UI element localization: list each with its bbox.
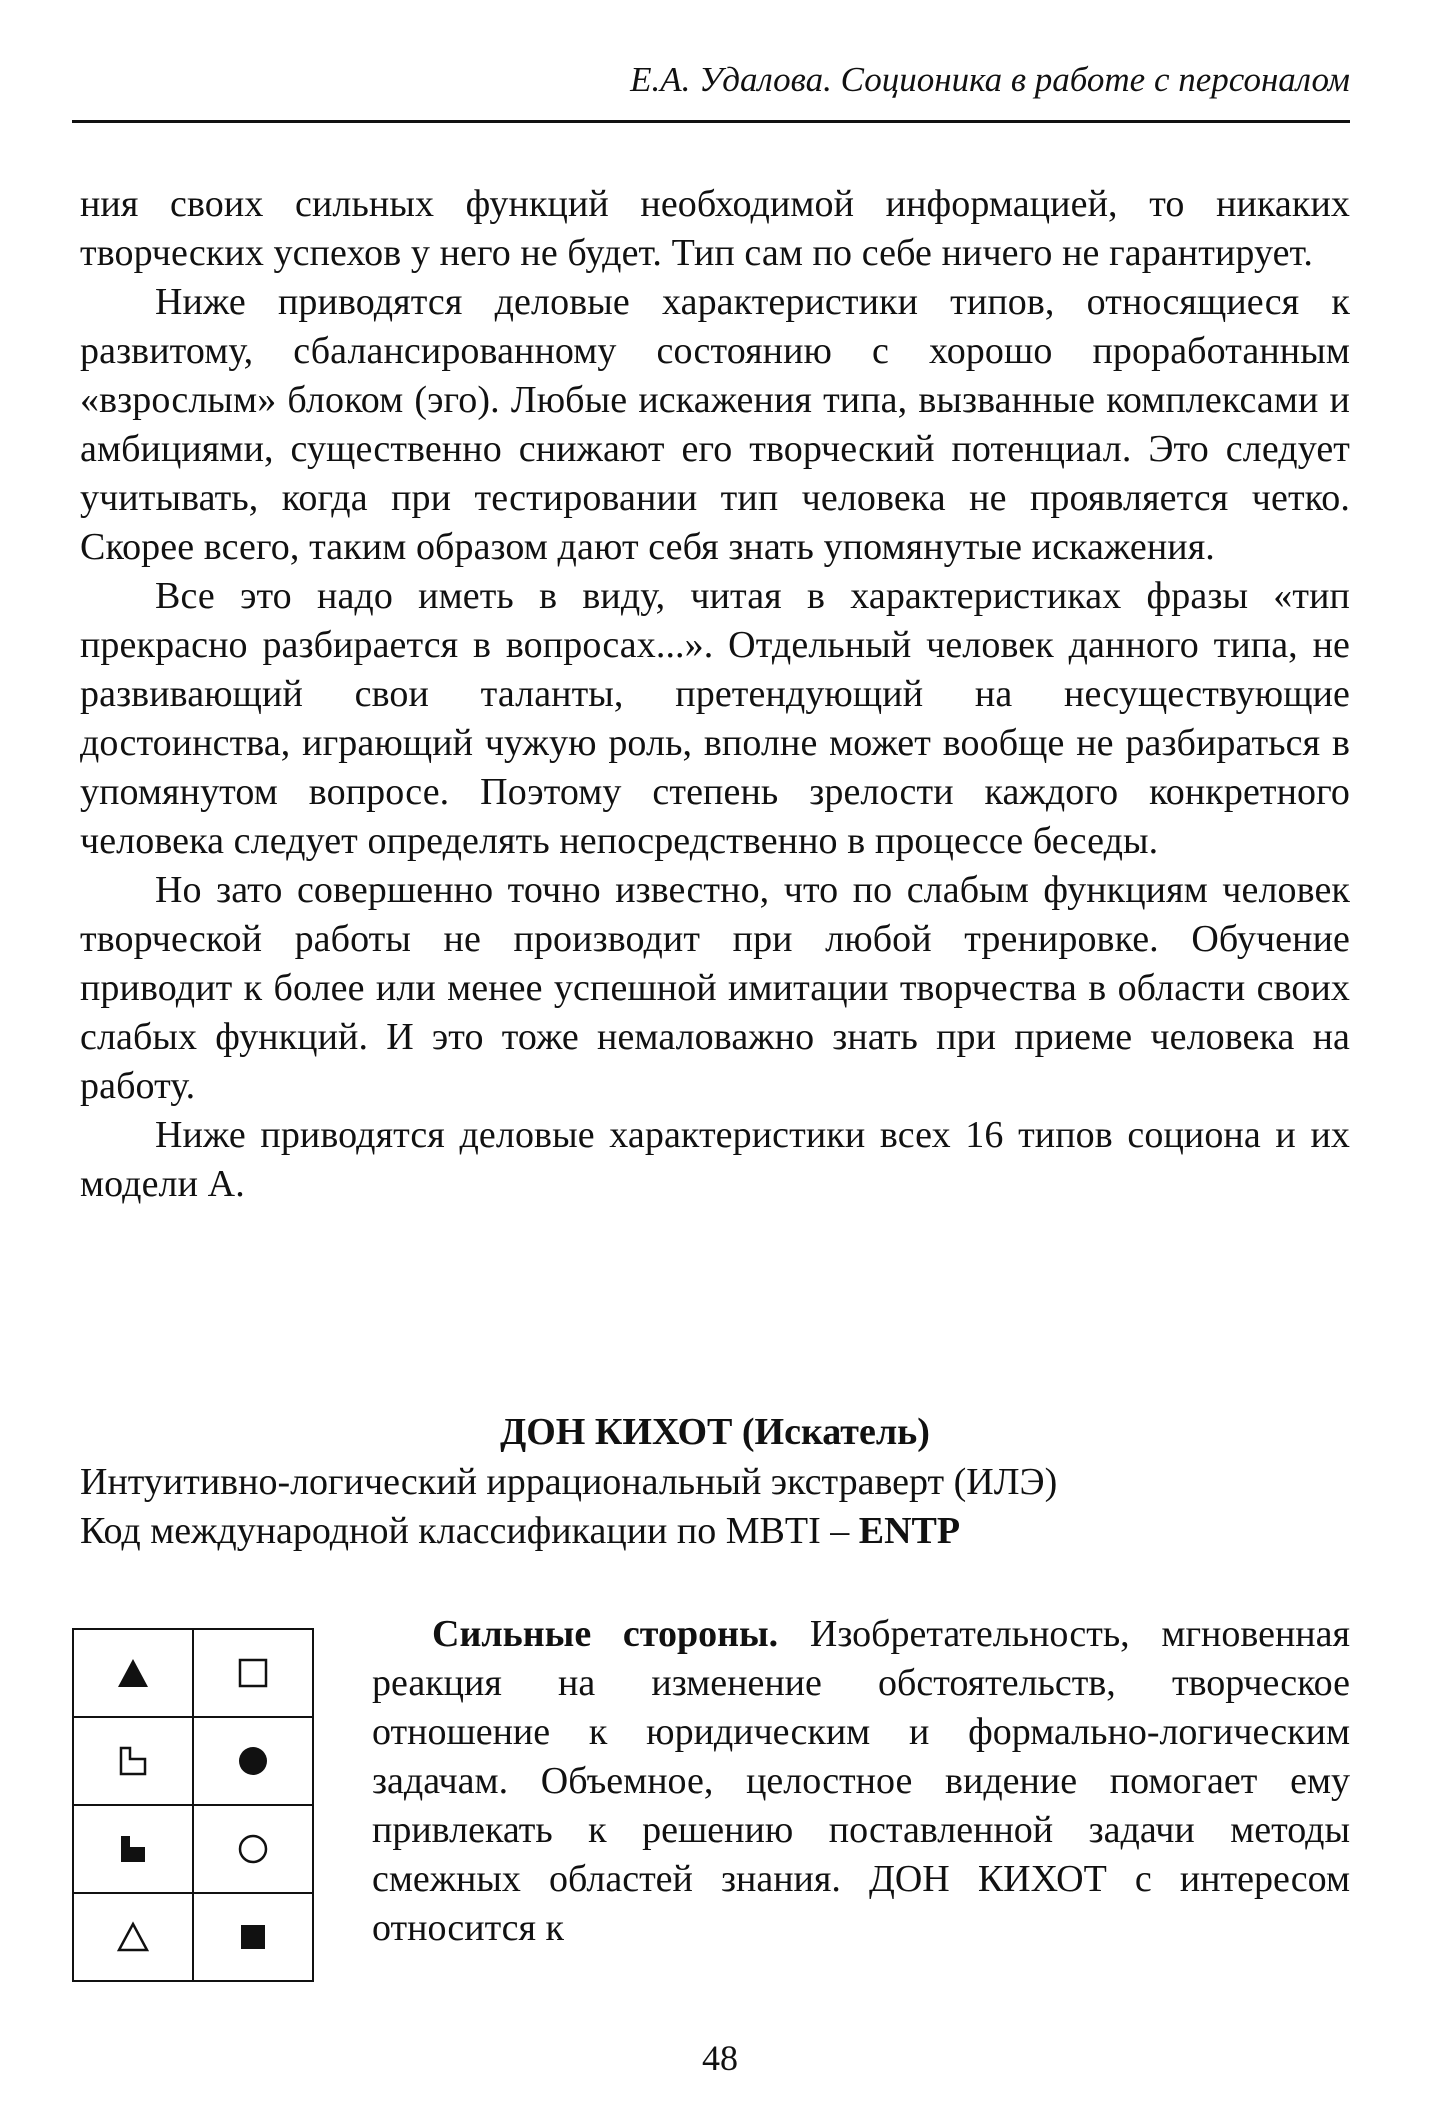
model-cell	[73, 1717, 193, 1805]
white-triangle-icon	[116, 1921, 150, 1953]
model-cell	[73, 1629, 193, 1717]
mbti-line	[80, 1507, 1350, 1555]
white-circle-icon	[236, 1832, 270, 1866]
header-divider	[72, 120, 1350, 123]
strengths-body: Изобретательность, мгновенная реакция на изменение обстоятельств, творческое отношение к юридическим и формально-логическим задачам. Объемное, целостное видение помогает ему привлекать к решению поставленной задачи методы смежных областей знания. ДОН КИХОТ с интересом относится к	[372, 1613, 1350, 1949]
body-text	[80, 180, 1350, 1209]
model-cell	[193, 1893, 313, 1981]
running-header: Е.А. Удалова. Соционика в работе с персоналом	[630, 60, 1350, 99]
model-row	[73, 1805, 313, 1893]
model-cell	[73, 1893, 193, 1981]
mbti-prefix: Код международной классификации по MBTI –	[80, 1510, 859, 1552]
black-circle-icon	[236, 1744, 270, 1778]
type-subtitle: Интуитивно-логический иррациональный экстраверт (ИЛЭ)	[80, 1461, 1058, 1503]
strengths-text	[372, 1610, 1350, 1953]
black-triangle-icon	[116, 1657, 150, 1689]
page-number: 48	[702, 2038, 738, 2078]
paragraph: Но зато совершенно точно известно, что по слабым функциям человек творческой работы не производит при любой тренировке. Обучение приводит к более или менее успешной имитации творчества в области своих слабых функций. И это тоже немаловажно знать при приеме человека на работу.	[80, 869, 1350, 1107]
paragraph: Ниже приводятся деловые характеристики типов, относящиеся к развитому, сбалансированному состоянию с хорошо проработанным «взрослым» блоком (эго). Любые искажения типа, вызванные комплексами и амбициями, существенно снижают его творческий потенциал. Это следует учитывать, когда при тестировании тип человека не проявляется четко. Скорее всего, таким образом дают себя знать упомянутые искажения.	[80, 281, 1350, 568]
model-a-table	[72, 1628, 314, 1982]
mbti-code: ENTP	[858, 1510, 961, 1552]
white-square-icon	[237, 1657, 269, 1689]
model-cell	[73, 1805, 193, 1893]
model-row	[73, 1893, 313, 1981]
strengths-paragraph	[372, 1610, 1350, 1953]
white-l-shape-icon	[117, 1745, 149, 1777]
paragraph: Все это надо иметь в виду, читая в характеристиках фразы «тип прекрасно разбирается в вопросах...». Отдельный человек данного типа, не развивающий свои таланты, претендующий на несуществующие достоинства, играющий чужую роль, вполне может вообще не разбираться в упомянутом вопросе. Поэтому степень зрелости каждого конкретного человека следует определять непосредственно в процессе беседы.	[80, 575, 1350, 862]
paragraph: ния своих сильных функций необходимой информацией, то никаких творческих успехов у него не будет. Тип сам по себе ничего не гарантирует.	[80, 183, 1350, 274]
strengths-label: Сильные стороны.	[432, 1613, 779, 1655]
model-cell	[193, 1629, 313, 1717]
paragraph: Ниже приводятся деловые характеристики всех 16 типов социона и их модели А.	[80, 1114, 1350, 1205]
model-row	[73, 1717, 313, 1805]
black-l-shape-icon	[117, 1833, 149, 1865]
type-title: ДОН КИХОТ (Искатель)	[500, 1411, 930, 1453]
model-row	[73, 1629, 313, 1717]
black-square-icon	[238, 1922, 268, 1952]
model-cell	[193, 1805, 313, 1893]
model-cell	[193, 1717, 313, 1805]
